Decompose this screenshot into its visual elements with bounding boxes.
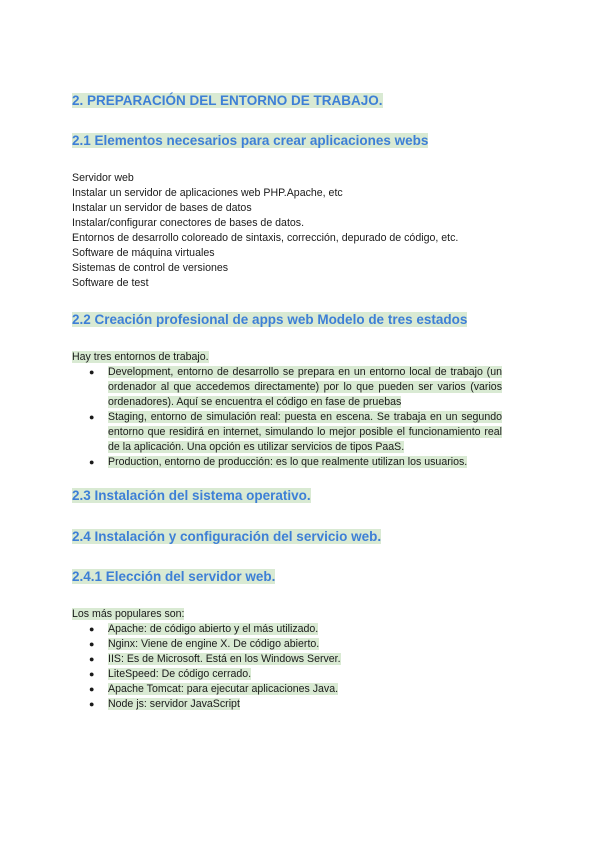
bullet-item: ● Nginx: Viene de engine X. De código abierto. [89, 638, 320, 650]
intro-text: Los más populares son: [72, 608, 185, 620]
bullet-icon: ● [89, 699, 95, 709]
list-item: Servidor web [72, 172, 134, 184]
bullet-icon: ● [89, 457, 95, 467]
bullet-item: ● Staging, entorno de simulación real: puesta en escena. Se trabaja en un segundo entorno que residirá en internet, simulando lo mejor posible el funcionamiento real de la aplicación. Una opción es utilizar servicios de tipos PaaS. [89, 411, 502, 453]
heading-2-4: 2.4 Instalación y configuración del servicio web. [72, 529, 382, 544]
bullet-item: ● Apache Tomcat: para ejecutar aplicaciones Java. [89, 683, 339, 695]
bullet-icon: ● [89, 412, 95, 422]
bullet-icon: ● [89, 639, 95, 649]
list-item: Sistemas de control de versiones [72, 262, 229, 274]
section-2-1-list [72, 171, 502, 291]
bullet-item: ● Development, entorno de desarrollo se prepara en un entorno local de trabajo (un ordenador al que accedemos directamente) por lo que pueden ser varios (varios ordenadores). Aquí se encuentra el código en fase de pruebas [89, 366, 502, 408]
heading-2: 2. PREPARACIÓN DEL ENTORNO DE TRABAJO. [72, 93, 383, 108]
bullet-icon: ● [89, 624, 95, 634]
bullet-item: ● Production, entorno de producción: es lo que realmente utilizan los usuarios. [89, 456, 468, 468]
bullet-icon: ● [89, 654, 95, 664]
list-item: Software de máquina virtuales [72, 247, 215, 259]
heading-2-2: 2.2 Creación profesional de apps web Modelo de tres estados [72, 312, 468, 327]
heading-2-1: 2.1 Elementos necesarios para crear aplicaciones webs [72, 133, 429, 148]
list-item: Instalar un servidor de bases de datos [72, 202, 252, 214]
bullet-icon: ● [89, 367, 95, 377]
intro-text: Hay tres entornos de trabajo. [72, 351, 209, 363]
heading-2-4-1: 2.4.1 Elección del servidor web. [72, 569, 276, 584]
section-2-2-bullets [72, 365, 502, 470]
section-2-4-1-intro [72, 607, 502, 622]
bullet-icon: ● [89, 684, 95, 694]
bullet-item: ● IIS: Es de Microsoft. Está en los Windows Server. [89, 653, 341, 665]
section-2-2-intro [72, 350, 502, 365]
bullet-item: ● LiteSpeed: De código cerrado. [89, 668, 252, 680]
list-item: Entornos de desarrollo coloreado de sintaxis, corrección, depurado de código, etc. [72, 232, 459, 244]
list-item: Instalar/configurar conectores de bases de datos. [72, 217, 305, 229]
list-item: Instalar un servidor de aplicaciones web PHP.Apache, etc [72, 187, 343, 199]
section-2-4-1-bullets [72, 622, 502, 712]
list-item: Software de test [72, 277, 149, 289]
heading-2-3: 2.3 Instalación del sistema operativo. [72, 488, 311, 503]
bullet-icon: ● [89, 669, 95, 679]
bullet-item: ● Apache: de código abierto y el más utilizado. [89, 623, 319, 635]
bullet-item: ● Node js: servidor JavaScript [89, 698, 240, 710]
